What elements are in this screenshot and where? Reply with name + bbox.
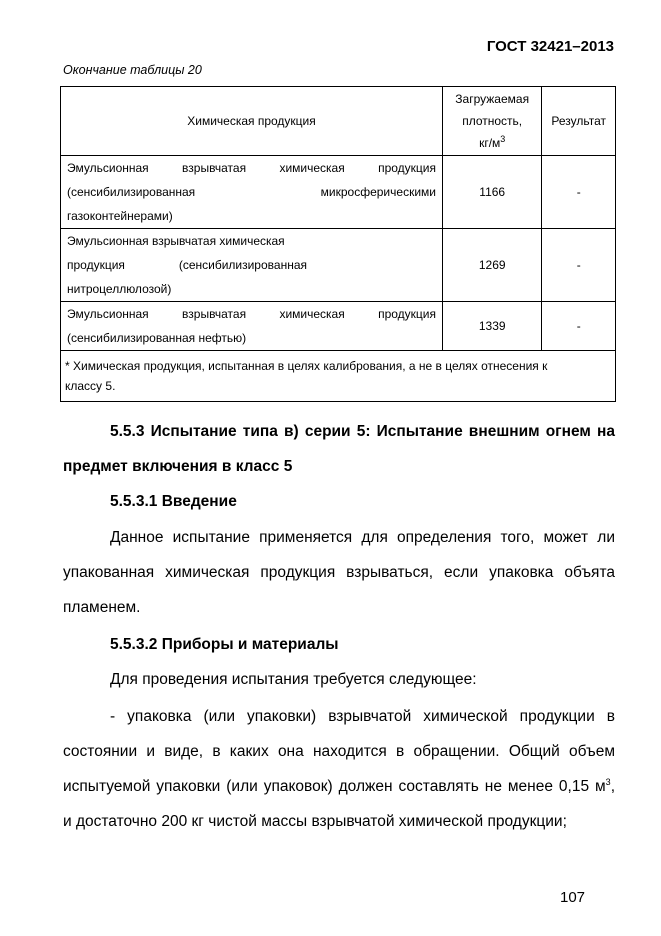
density-cell: 1339 (442, 302, 541, 351)
header-density (442, 87, 541, 156)
product-line: Эмульсионная взрывчатая химическая (67, 234, 285, 248)
paragraph-line: состоянии и виде, в каких она находится в обращении. Общий объем (63, 743, 615, 760)
table-footnote (61, 351, 616, 402)
paragraph-line: и достаточно 200 кг чистой массы взрывчатой химической продукции; (63, 813, 567, 830)
cubic-sup: 3 (605, 776, 611, 787)
section-553-title (63, 414, 615, 484)
product-line: (сенсибилизированная нефтью) (67, 331, 247, 345)
header-density-unit-sup: 3 (500, 134, 506, 144)
density-cell: 1269 (442, 229, 541, 302)
header-density-line2: плотность, (462, 114, 523, 128)
section-5531-title: 5.5.3.1 Введение (110, 493, 237, 510)
product-line: Эмульсионная взрывчатая химическая продукция (67, 161, 436, 175)
product-cell (61, 156, 443, 229)
paragraph-line: - упаковка (или упаковки) взрывчатой химической продукции в (110, 708, 615, 725)
footnote-row (61, 351, 616, 402)
header-product: Химическая продукция (61, 87, 443, 156)
section-553-title-line2: предмет включения в класс 5 (63, 458, 293, 475)
section-5531-paragraph (63, 520, 615, 625)
table-caption: Окончание таблицы 20 (63, 63, 202, 77)
paragraph-line (63, 769, 615, 804)
header-density-unit: кг/м (479, 136, 501, 150)
table-row (61, 156, 616, 229)
section-553-title-line1: 5.5.3 Испытание типа в) серии 5: Испытание внешним огнем на (110, 423, 615, 440)
results-table (60, 86, 616, 402)
standard-number: ГОСТ 32421–2013 (486, 38, 614, 55)
paragraph-line: упакованная химическая продукция взрываться, если упаковка объята (63, 564, 615, 581)
paragraph-text: , (610, 778, 615, 795)
paragraph-line: пламенем. (63, 599, 141, 616)
density-cell: 1166 (442, 156, 541, 229)
table-row (61, 302, 616, 351)
paragraph-line: Данное испытание применяется для определения того, может ли (110, 529, 615, 546)
product-cell (61, 302, 443, 351)
result-cell: - (542, 156, 616, 229)
product-line: нитроцеллюлозой) (67, 282, 172, 296)
product-line: газоконтейнерами) (67, 209, 173, 223)
section-5532-item (63, 699, 615, 839)
result-cell: - (542, 302, 616, 351)
section-5532-title: 5.5.3.2 Приборы и материалы (110, 636, 339, 653)
paragraph-text: испытуемой упаковки (или упаковок) должен составлять не менее 0,15 м (63, 778, 606, 795)
footnote-line: * Химическая продукция, испытанная в целях калибрования, а не в целях отнесения к (65, 359, 548, 373)
product-cell (61, 229, 443, 302)
header-result: Результат (542, 87, 616, 156)
table-row (61, 229, 616, 302)
page-number: 107 (560, 889, 586, 906)
result-cell: - (542, 229, 616, 302)
table-header-row (61, 87, 616, 156)
header-density-line1: Загружаемая (455, 92, 530, 106)
footnote-line: классу 5. (65, 379, 116, 393)
section-5532-intro: Для проведения испытания требуется следующее: (110, 671, 477, 688)
product-line: продукция (сенсибилизированная (67, 258, 307, 272)
product-line: Эмульсионная взрывчатая химическая продукция (67, 307, 436, 321)
product-line: (сенсибилизированная микросферическими (67, 185, 436, 199)
